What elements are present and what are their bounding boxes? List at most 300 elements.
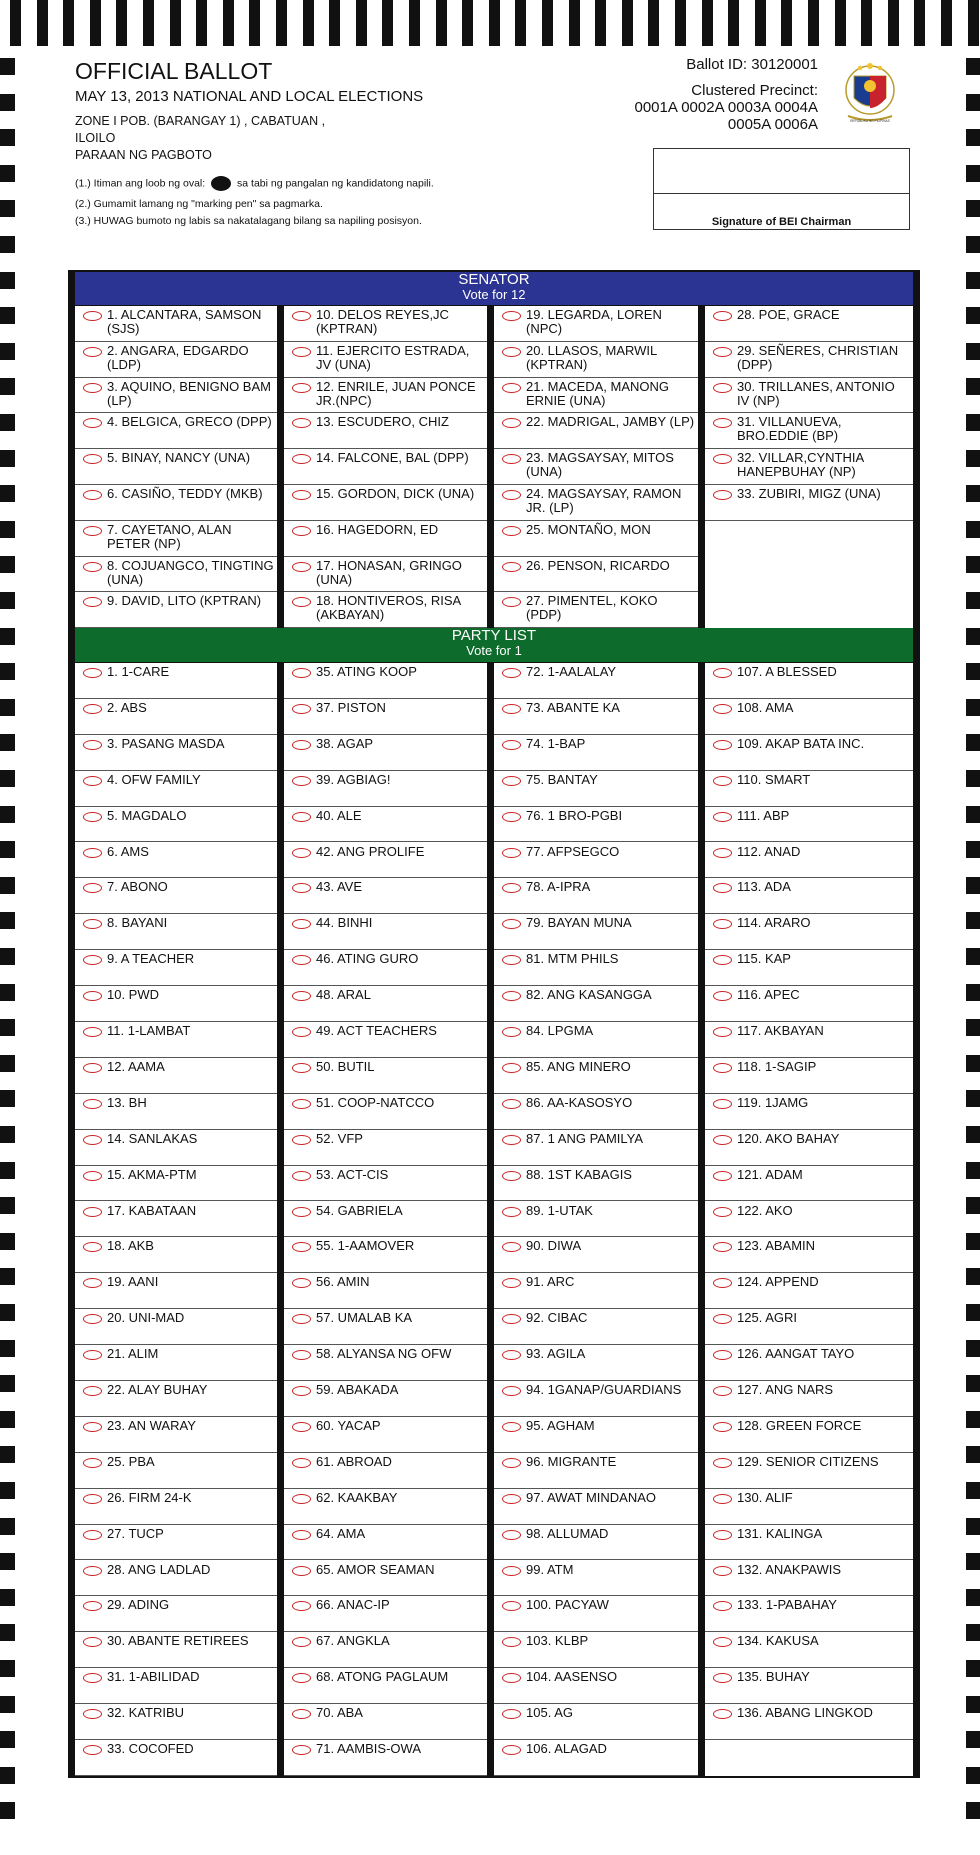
vote-oval[interactable]: [713, 347, 732, 357]
partylist-candidate: [284, 1525, 487, 1561]
vote-oval[interactable]: [83, 1422, 102, 1432]
partylist-candidate: [75, 1596, 277, 1632]
vote-oval[interactable]: [292, 562, 311, 572]
partylist-candidate-name: 92. CIBAC: [526, 1310, 588, 1326]
vote-oval[interactable]: [502, 740, 521, 750]
vote-oval[interactable]: [713, 1278, 732, 1288]
partylist-candidate: [284, 1740, 487, 1776]
vote-oval[interactable]: [292, 883, 311, 893]
vote-oval[interactable]: [292, 991, 311, 1001]
vote-oval[interactable]: [292, 1422, 311, 1432]
vote-oval[interactable]: [502, 1673, 521, 1683]
vote-oval[interactable]: [83, 1386, 102, 1396]
timing-mark: [966, 1162, 980, 1179]
vote-oval[interactable]: [713, 1458, 732, 1468]
vote-oval[interactable]: [713, 883, 732, 893]
vote-oval[interactable]: [292, 1099, 311, 1109]
partylist-candidate-name: 126. AANGAT TAYO: [737, 1346, 855, 1362]
partylist-candidate: [494, 1381, 698, 1417]
vote-oval[interactable]: [83, 955, 102, 965]
vote-oval[interactable]: [292, 1171, 311, 1181]
partylist-candidate: [284, 807, 487, 843]
timing-mark: [808, 0, 819, 46]
partylist-candidate: [494, 807, 698, 843]
partylist-candidate-name: 68. ATONG PAGLAUM: [316, 1669, 449, 1685]
senator-candidate: [75, 485, 277, 521]
vote-oval[interactable]: [83, 1314, 102, 1324]
timing-mark: [966, 628, 980, 645]
vote-oval[interactable]: [502, 812, 521, 822]
partylist-candidate: [494, 1202, 698, 1238]
vote-oval[interactable]: [292, 1601, 311, 1611]
partylist-candidate: [75, 1489, 277, 1525]
partylist-candidate: [284, 1202, 487, 1238]
precinct-list-1: 0001A 0002A 0003A 0004A: [634, 99, 818, 116]
timing-mark: [702, 0, 713, 46]
senator-candidate: [75, 521, 277, 557]
vote-oval[interactable]: [502, 1566, 521, 1576]
senator-candidate-name: 14. FALCONE, BAL (DPP): [316, 450, 469, 466]
timing-mark: [0, 1126, 15, 1143]
vote-oval[interactable]: [502, 562, 521, 572]
vote-oval[interactable]: [713, 1207, 732, 1217]
vote-oval[interactable]: [292, 526, 311, 536]
timing-mark: [0, 1767, 15, 1784]
timing-mark: [0, 912, 15, 929]
partylist-candidate: [494, 1094, 698, 1130]
timing-mark: [966, 1375, 980, 1392]
vote-oval[interactable]: [292, 1350, 311, 1360]
vote-oval[interactable]: [713, 1601, 732, 1611]
senator-column: [284, 306, 487, 628]
partylist-candidate: [284, 1704, 487, 1740]
vote-oval[interactable]: [713, 1027, 732, 1037]
vote-oval[interactable]: [713, 1709, 732, 1719]
partylist-candidate-name: 91. ARC: [526, 1274, 575, 1290]
vote-oval[interactable]: [713, 1637, 732, 1647]
partylist-candidate-name: 122. AKO: [737, 1202, 793, 1218]
partylist-candidate: [705, 735, 913, 771]
vote-oval[interactable]: [83, 1242, 102, 1252]
timing-mark: [781, 0, 792, 46]
vote-oval[interactable]: [502, 1637, 521, 1647]
partylist-candidate: [705, 1453, 913, 1489]
vote-oval[interactable]: [83, 1494, 102, 1504]
vote-oval[interactable]: [83, 454, 102, 464]
vote-oval[interactable]: [713, 1530, 732, 1540]
partylist-candidate: [494, 1058, 698, 1094]
vote-oval[interactable]: [713, 1422, 732, 1432]
vote-oval[interactable]: [713, 812, 732, 822]
senator-candidate: [705, 413, 913, 449]
vote-oval[interactable]: [83, 991, 102, 1001]
vote-oval[interactable]: [83, 1673, 102, 1683]
vote-oval[interactable]: [292, 490, 311, 500]
vote-oval[interactable]: [292, 668, 311, 678]
vote-oval[interactable]: [502, 1709, 521, 1719]
timing-mark: [966, 1696, 980, 1713]
vote-oval[interactable]: [83, 347, 102, 357]
timing-mark: [276, 0, 287, 46]
partylist-candidate-name: 44. BINHI: [316, 915, 373, 931]
vote-oval[interactable]: [292, 1566, 311, 1576]
partylist-candidate: [494, 843, 698, 879]
timing-mark: [0, 1233, 15, 1250]
partylist-candidate-name: 123. ABAMIN: [737, 1238, 816, 1254]
timing-mark: [0, 272, 15, 289]
vote-oval[interactable]: [502, 1601, 521, 1611]
vote-oval[interactable]: [713, 490, 732, 500]
vote-oval[interactable]: [292, 740, 311, 750]
vote-oval[interactable]: [502, 668, 521, 678]
vote-oval[interactable]: [502, 1242, 521, 1252]
vote-oval[interactable]: [292, 955, 311, 965]
vote-oval[interactable]: [83, 1099, 102, 1109]
vote-oval[interactable]: [713, 668, 732, 678]
partylist-candidate: [75, 843, 277, 879]
timing-mark: [90, 0, 101, 46]
vote-oval[interactable]: [713, 1350, 732, 1360]
vote-oval[interactable]: [292, 1063, 311, 1073]
vote-oval[interactable]: [502, 1350, 521, 1360]
vote-oval[interactable]: [292, 1709, 311, 1719]
senator-candidate: [705, 342, 913, 378]
timing-mark: [116, 0, 127, 46]
partylist-candidate: [75, 1094, 277, 1130]
timing-mark: [966, 556, 980, 573]
vote-oval[interactable]: [292, 347, 311, 357]
vote-oval[interactable]: [83, 848, 102, 858]
senator-candidate-name: 27. PIMENTEL, KOKO (PDP): [526, 593, 658, 623]
vote-oval[interactable]: [83, 1278, 102, 1288]
vote-oval[interactable]: [713, 704, 732, 714]
partylist-candidate: [494, 735, 698, 771]
partylist-candidate: [284, 843, 487, 879]
partylist-candidate-name: 6. AMS: [107, 843, 149, 859]
vote-oval[interactable]: [83, 1458, 102, 1468]
partylist-candidate-name: 70. ABA: [316, 1705, 363, 1721]
partylist-candidate: [75, 1130, 277, 1166]
vote-oval[interactable]: [292, 1314, 311, 1324]
timing-mark: [0, 770, 15, 787]
vote-oval[interactable]: [502, 418, 521, 428]
partylist-candidate-name: 86. AA-KASOSYO: [526, 1094, 633, 1110]
vote-oval[interactable]: [292, 311, 311, 321]
partylist-candidate: [494, 1130, 698, 1166]
timing-mark: [0, 984, 15, 1001]
partylist-candidate-name: 48. ARAL: [316, 987, 371, 1003]
partylist-candidate-name: 107. A BLESSED: [737, 664, 837, 679]
vote-oval[interactable]: [502, 1745, 521, 1755]
vote-oval[interactable]: [83, 418, 102, 428]
partylist-candidate: [494, 986, 698, 1022]
vote-oval[interactable]: [292, 1494, 311, 1504]
vote-oval[interactable]: [83, 776, 102, 786]
senator-candidate: [705, 378, 913, 414]
partylist-candidate-name: 3. PASANG MASDA: [107, 735, 225, 751]
partylist-candidate: [494, 1237, 698, 1273]
vote-oval[interactable]: [292, 848, 311, 858]
vote-oval[interactable]: [713, 454, 732, 464]
partylist-candidate-name: 131. KALINGA: [737, 1525, 823, 1541]
partylist-header: [75, 628, 913, 662]
senator-candidate: [75, 342, 277, 378]
senator-candidate: [284, 306, 487, 342]
partylist-candidate-name: 93. AGILA: [526, 1346, 586, 1362]
vote-oval[interactable]: [713, 383, 732, 393]
vote-oval[interactable]: [292, 1386, 311, 1396]
partylist-column: [284, 663, 487, 1776]
vote-oval[interactable]: [502, 1135, 521, 1145]
vote-oval[interactable]: [83, 1745, 102, 1755]
partylist-candidate: [75, 1058, 277, 1094]
partylist-candidate-name: 66. ANAC-IP: [316, 1597, 390, 1613]
partylist-candidate: [494, 1022, 698, 1058]
partylist-candidate-name: 5. MAGDALO: [107, 807, 187, 823]
vote-oval[interactable]: [502, 383, 521, 393]
signature-box[interactable]: [653, 148, 910, 230]
partylist-candidate-name: 19. AANI: [107, 1274, 159, 1290]
vote-oval[interactable]: [83, 526, 102, 536]
senator-candidate: [705, 449, 913, 485]
vote-oval[interactable]: [713, 1063, 732, 1073]
vote-oval[interactable]: [502, 848, 521, 858]
timing-mark: [0, 806, 15, 823]
vote-oval[interactable]: [292, 1207, 311, 1217]
philippine-seal-icon: [840, 58, 900, 128]
vote-oval[interactable]: [292, 1637, 311, 1647]
partylist-candidate-name: 22. ALAY BUHAY: [107, 1382, 208, 1397]
timing-mark: [595, 0, 606, 46]
timing-mark: [223, 0, 234, 46]
ballot-id: Ballot ID: 30120001: [686, 56, 818, 73]
vote-oval[interactable]: [713, 919, 732, 929]
timing-mark: [968, 0, 979, 46]
timing-mark: [0, 734, 15, 751]
vote-oval[interactable]: [713, 1099, 732, 1109]
partylist-candidate-name: 116. APEC: [737, 987, 800, 1003]
partylist-candidate: [494, 1525, 698, 1561]
vote-oval[interactable]: [292, 1530, 311, 1540]
vote-oval[interactable]: [83, 812, 102, 822]
vote-oval[interactable]: [713, 955, 732, 965]
vote-oval[interactable]: [502, 311, 521, 321]
vote-oval[interactable]: [292, 1278, 311, 1288]
vote-oval[interactable]: [292, 1242, 311, 1252]
partylist-column: [705, 663, 913, 1776]
partylist-candidate-name: 135. BUHAY: [737, 1669, 810, 1685]
vote-oval[interactable]: [292, 1458, 311, 1468]
timing-mark: [0, 236, 15, 253]
vote-oval[interactable]: [83, 562, 102, 572]
vote-oval[interactable]: [83, 883, 102, 893]
partylist-candidate: [705, 1309, 913, 1345]
vote-oval[interactable]: [83, 1027, 102, 1037]
vote-oval[interactable]: [83, 1135, 102, 1145]
partylist-candidate: [494, 1345, 698, 1381]
vote-oval[interactable]: [292, 383, 311, 393]
instruction-1-text-b: sa tabi ng pangalan ng kandidatong napili.: [237, 177, 434, 190]
timing-mark: [966, 1446, 980, 1463]
timing-mark: [0, 1340, 15, 1357]
vote-oval[interactable]: [292, 597, 311, 607]
vote-oval[interactable]: [292, 418, 311, 428]
vote-oval[interactable]: [292, 919, 311, 929]
vote-oval[interactable]: [502, 1530, 521, 1540]
timing-mark: [966, 1518, 980, 1535]
vote-oval[interactable]: [502, 1171, 521, 1181]
vote-oval[interactable]: [292, 1135, 311, 1145]
vote-oval[interactable]: [502, 776, 521, 786]
timing-mark: [888, 0, 899, 46]
vote-oval[interactable]: [83, 1709, 102, 1719]
timing-mark: [966, 378, 980, 395]
vote-oval[interactable]: [502, 955, 521, 965]
timing-mark: [966, 1126, 980, 1143]
vote-oval[interactable]: [502, 919, 521, 929]
timing-mark: [728, 0, 739, 46]
partylist-candidate-name: 62. KAAKBAY: [316, 1489, 398, 1505]
partylist-candidate-name: 74. 1-BAP: [526, 735, 586, 751]
senator-candidate-name: 23. MAGSAYSAY, MITOS (UNA): [526, 450, 674, 480]
vote-oval[interactable]: [83, 668, 102, 678]
partylist-candidate-name: 99. ATM: [526, 1561, 574, 1577]
vote-oval[interactable]: [83, 383, 102, 393]
vote-oval[interactable]: [502, 704, 521, 714]
clustered-precinct-label: Clustered Precinct:: [691, 82, 818, 99]
province-line: ILOILO: [75, 131, 116, 145]
vote-oval[interactable]: [502, 526, 521, 536]
vote-oval[interactable]: [502, 1207, 521, 1217]
ballot-frame: [68, 270, 920, 1778]
timing-mark: [249, 0, 260, 46]
vote-oval[interactable]: [713, 1242, 732, 1252]
vote-oval[interactable]: [292, 704, 311, 714]
vote-oval[interactable]: [83, 1063, 102, 1073]
partylist-candidate-name: 72. 1-AALALAY: [526, 664, 617, 679]
vote-oval[interactable]: [502, 1099, 521, 1109]
vote-oval[interactable]: [713, 1386, 732, 1396]
partylist-candidate: [284, 986, 487, 1022]
vote-oval[interactable]: [83, 597, 102, 607]
vote-oval[interactable]: [292, 1027, 311, 1037]
vote-oval[interactable]: [83, 1566, 102, 1576]
partylist-candidate-name: 7. ABONO: [107, 879, 168, 895]
timing-mark: [303, 0, 314, 46]
vote-oval[interactable]: [292, 1673, 311, 1683]
senator-candidate-name: 10. DELOS REYES,JC (KPTRAN): [316, 307, 449, 336]
timing-mark: [966, 236, 980, 253]
partylist-candidate-name: 60. YACAP: [316, 1417, 381, 1433]
partylist-candidate-name: 81. MTM PHILS: [526, 951, 619, 967]
senator-candidate: [75, 378, 277, 414]
vote-oval[interactable]: [502, 1278, 521, 1288]
vote-oval[interactable]: [502, 991, 521, 1001]
vote-oval[interactable]: [83, 1530, 102, 1540]
vote-oval[interactable]: [83, 740, 102, 750]
vote-oval[interactable]: [713, 1314, 732, 1324]
vote-oval[interactable]: [83, 1637, 102, 1647]
vote-oval[interactable]: [713, 848, 732, 858]
vote-oval[interactable]: [502, 1314, 521, 1324]
vote-oval[interactable]: [713, 1494, 732, 1504]
vote-oval[interactable]: [713, 776, 732, 786]
vote-oval[interactable]: [83, 704, 102, 714]
senator-candidate: [75, 413, 277, 449]
vote-oval[interactable]: [713, 1566, 732, 1576]
vote-oval[interactable]: [713, 1171, 732, 1181]
timing-mark: [966, 1090, 980, 1107]
vote-oval[interactable]: [713, 1673, 732, 1683]
vote-oval[interactable]: [502, 1494, 521, 1504]
timing-mark: [0, 1375, 15, 1392]
vote-oval[interactable]: [83, 1207, 102, 1217]
vote-oval[interactable]: [83, 919, 102, 929]
timing-mark: [0, 1055, 15, 1072]
partylist-candidate-name: 10. PWD: [107, 987, 160, 1003]
senator-candidate: [284, 592, 487, 628]
vote-oval[interactable]: [292, 454, 311, 464]
filled-oval-icon: [211, 176, 231, 191]
partylist-candidate-name: 95. AGHAM: [526, 1417, 595, 1433]
vote-oval[interactable]: [502, 1386, 521, 1396]
vote-oval[interactable]: [83, 311, 102, 321]
vote-oval[interactable]: [292, 776, 311, 786]
senator-vote-for: Vote for 12: [462, 287, 526, 302]
vote-oval[interactable]: [713, 311, 732, 321]
vote-oval[interactable]: [83, 490, 102, 500]
partylist-candidate-name: 23. AN WARAY: [107, 1417, 196, 1433]
vote-oval[interactable]: [502, 347, 521, 357]
timing-mark: [966, 1055, 980, 1072]
vote-oval[interactable]: [502, 597, 521, 607]
timing-mark: [0, 592, 15, 609]
timing-mark: [0, 200, 15, 217]
vote-oval[interactable]: [292, 1745, 311, 1755]
senator-candidate-name: 5. BINAY, NANCY (UNA): [107, 450, 251, 466]
vote-oval[interactable]: [713, 1135, 732, 1145]
partylist-candidate: [705, 1237, 913, 1273]
timing-mark: [966, 734, 980, 751]
vote-oval[interactable]: [502, 883, 521, 893]
senator-candidate-name: 13. ESCUDERO, CHIZ: [316, 414, 449, 430]
partylist-candidate-name: 90. DIWA: [526, 1238, 582, 1254]
vote-oval[interactable]: [502, 1063, 521, 1073]
vote-oval[interactable]: [502, 454, 521, 464]
vote-oval[interactable]: [502, 1422, 521, 1432]
vote-oval[interactable]: [83, 1171, 102, 1181]
senator-candidate: [494, 557, 698, 593]
senator-candidate: [284, 378, 487, 414]
timing-mark: [462, 0, 473, 46]
vote-oval[interactable]: [83, 1601, 102, 1611]
vote-oval[interactable]: [502, 490, 521, 500]
timing-mark: [966, 307, 980, 324]
vote-oval[interactable]: [292, 812, 311, 822]
senator-candidate: [75, 449, 277, 485]
vote-oval[interactable]: [713, 740, 732, 750]
vote-oval[interactable]: [713, 418, 732, 428]
partylist-candidate-name: 85. ANG MINERO: [526, 1058, 631, 1074]
vote-oval[interactable]: [713, 991, 732, 1001]
timing-mark: [648, 0, 659, 46]
vote-oval[interactable]: [502, 1027, 521, 1037]
partylist-candidate: [705, 1417, 913, 1453]
vote-oval[interactable]: [502, 1458, 521, 1468]
senator-candidate: [284, 485, 487, 521]
partylist-candidate: [284, 1668, 487, 1704]
vote-oval[interactable]: [83, 1350, 102, 1360]
